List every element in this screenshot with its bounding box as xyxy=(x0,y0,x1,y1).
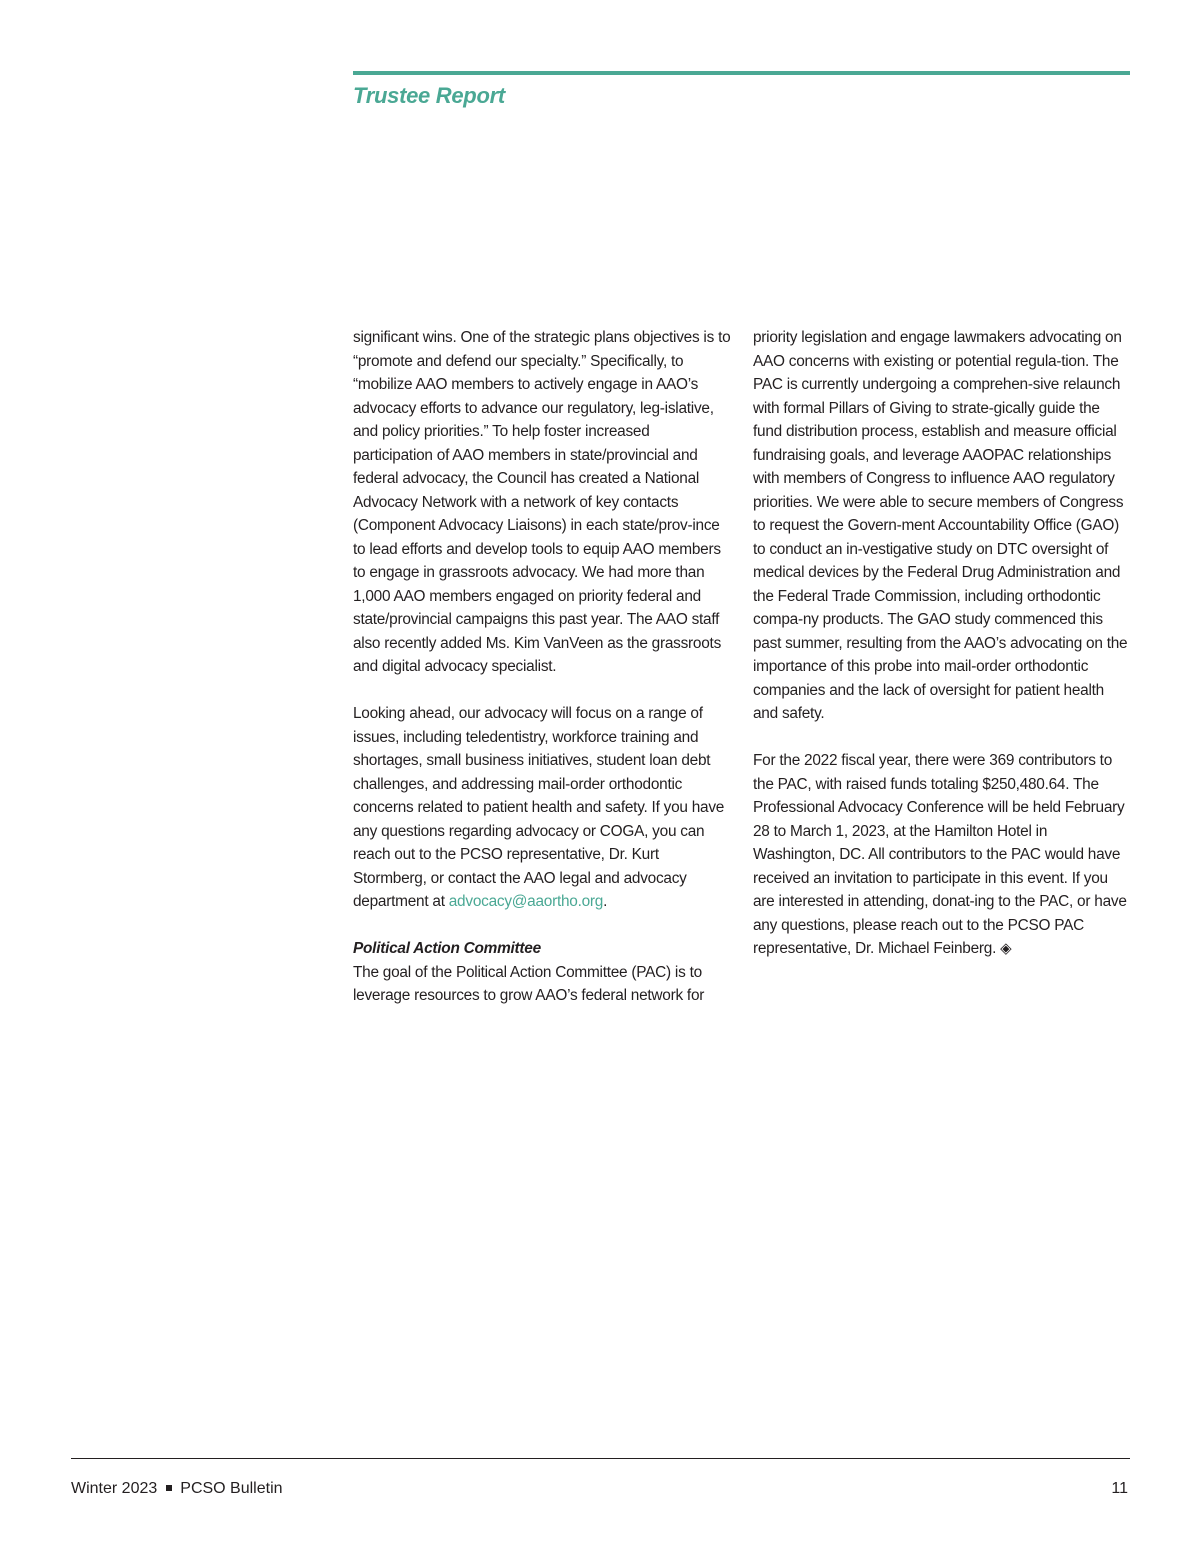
footer-issue-info xyxy=(71,1480,283,1498)
paragraph-text: Looking ahead, our advocacy will focus on a range of issues, including teledentistry, workforce training and shortages, small business initiatives, student loan debt challenges, and addressing mail-order orthodontic concerns related to patient health and safety. If you have any questions regarding advocacy or COGA, you can reach out to the PCSO representative, Dr. Kurt Stormberg, or contact the AAO legal and advocacy department at xyxy=(353,705,725,910)
article-paragraph xyxy=(753,749,1131,961)
header-rule xyxy=(353,71,1130,75)
article-paragraph: significant wins. One of the strategic plans objectives is to “promote and defend our specialty.” Specifically, to “mobilize AAO members to actively engage in AAO’s advocacy efforts to advance our regulatory, leg-islative, and policy priorities.” To help foster increased participation of AAO members in state/provincial and federal advocacy, the Council has created a National Advocacy Network with a network of key contacts (Component Advocacy Liaisons) in each state/prov-ince to lead efforts and develop tools to equip AAO members to engage in grassroots advocacy. We had more than 1,000 AAO members engaged on priority federal and state/provincial campaigns this past year. The AAO staff also recently added Ms. Kim VanVeen as the grassroots and digital advocacy specialist. xyxy=(353,329,731,675)
paragraph-text: For the 2022 fiscal year, there were 369 contributors to the PAC, with raised funds totaling $250,480.64. The Professional Advocacy Conference will be held February 28 to March 1, 2023, at the Hamilton Hotel in Washington, DC. All contributors to the PAC would have received an invitation to participate in this event. If you are interested in attending, donat-ing to the PAC, or have any questions, please reach out to the PCSO PAC representative, Dr. Michael Feinberg. xyxy=(753,752,1127,957)
advocacy-email-link[interactable]: advocacy@aaortho.org xyxy=(448,893,604,910)
section-title: Trustee Report xyxy=(353,83,505,108)
footer-publication: PCSO Bulletin xyxy=(180,1480,283,1497)
article-paragraph: The goal of the Political Action Committee (PAC) is to leverage resources to grow AAO’s federal network for xyxy=(353,963,705,1004)
article-paragraph xyxy=(353,702,731,914)
footer-issue: Winter 2023 xyxy=(71,1480,158,1497)
footer-rule xyxy=(71,1458,1130,1459)
end-of-article-icon: ◈ xyxy=(1000,940,1012,957)
article-paragraph: priority legislation and engage lawmakers advocating on AAO concerns with existing or potential regula-tion. The PAC is currently undergoing a comprehen-sive relaunch with formal Pillars of Giving to strate-gically guide the fund distribution process, establish and measure official fundraising goals, and leverage AAOPAC relationships with members of Congress to influence AAO regulatory priorities. We were able to secure members of Congress to request the Govern-ment Accountability Office (GAO) to conduct an in-vestigative study on DTC oversight of medical devices by the Federal Drug Administration and the Federal Trade Commission, including orthodontic compa-ny products. The GAO study commenced this past summer, resulting from the AAO’s advocating on the importance of this probe into mail-order orthodontic companies and the lack of oversight for patient health and safety. xyxy=(753,329,1128,722)
paragraph-text: . xyxy=(603,893,608,910)
subheading-pac: Political Action Committee xyxy=(353,940,541,957)
article-column-left xyxy=(353,326,731,1008)
article-column-right xyxy=(753,326,1131,961)
square-bullet-icon xyxy=(166,1485,172,1491)
page-number: 11 xyxy=(1111,1480,1128,1497)
